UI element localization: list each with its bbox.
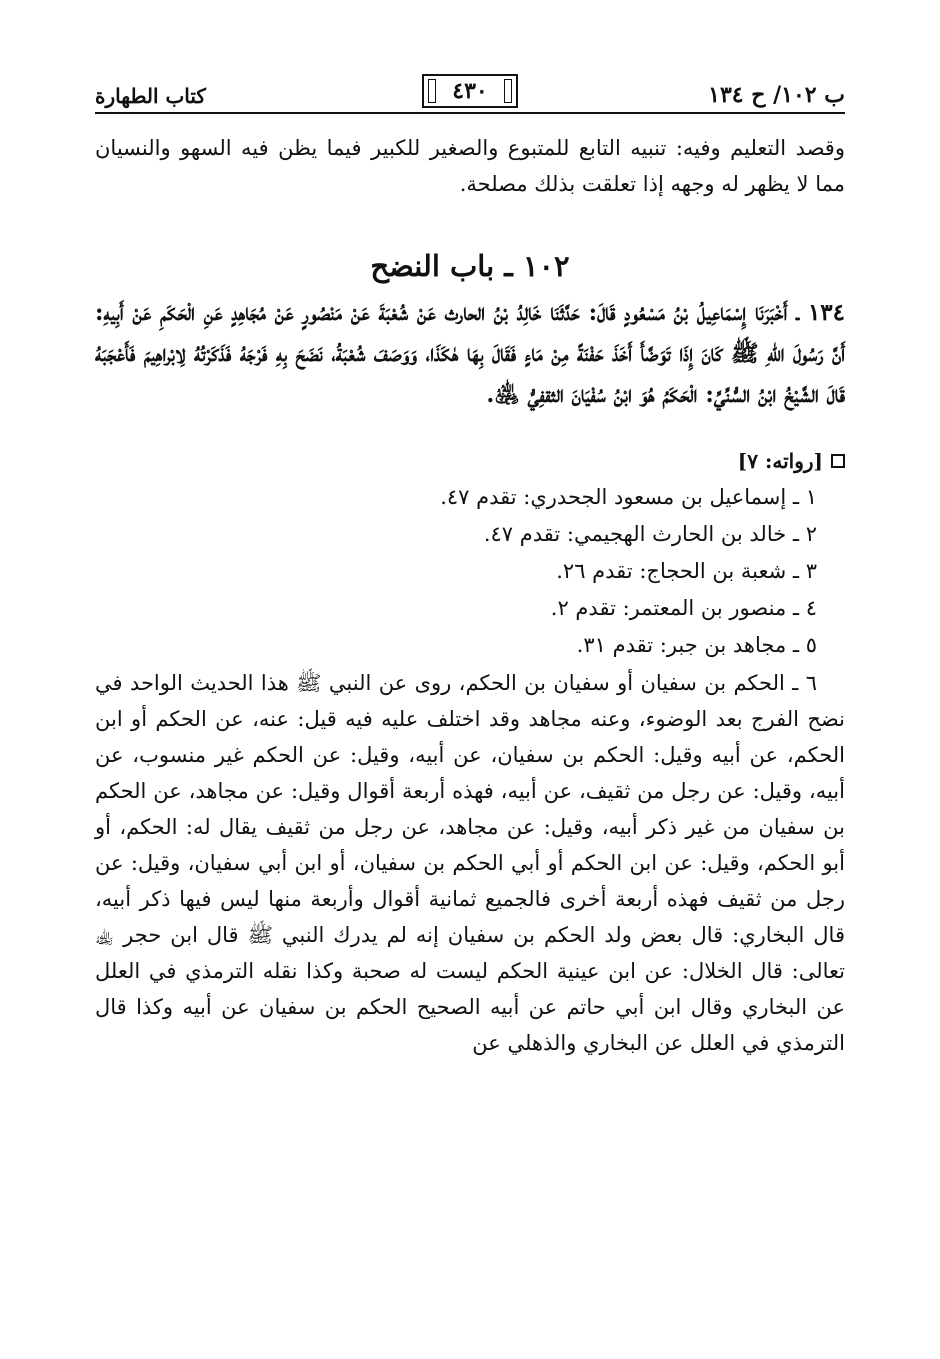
chapter-title: ١٠٢ ـ باب النضح — [370, 249, 570, 283]
page-header — [95, 60, 845, 114]
list-item: ٢ ـ خالد بن الحارث الهجيمي: تقدم ٤٧. — [483, 522, 817, 546]
list-item: ٥ ـ مجاهد بن جبر: تقدم ٣١. — [576, 633, 817, 657]
narrators-heading-label: [رواته: ٧] — [737, 449, 823, 473]
book-page — [95, 60, 845, 1082]
narrators-heading — [95, 449, 845, 473]
hadith-text: ١٣٤ ـ أَخْبَرَنَا إِسْمَاعِيلُ بْنُ مَسْعُودٍ قَالَ: حَدَّثَنَا خَالِدُ بْنُ الحارث عَنْ شُعْبَةَ عَنْ مَنْصُورٍ عَنْ مُجَاهِدٍ عَنِ الْحَكَمِ عَنْ أَبِيهِ: أَنَّ رَسُولَ اللهِ ﷺ كَانَ إِذَا تَوَضَّأَ أَخَذَ حَفْنَةً مِنْ مَاءٍ فَقَالَ بِهَا هٰكَذَا، وَوَصَفَ شُعْبَةُ، نَضَحَ بِهِ فَرْجَهُ فَذَكَرْتُهُ لِابْراهِيمَ فَأَعْجَبَهُ قَالَ الشَّيْخُ ابْنُ السُّنِّيِّ: الْحَكَمُ هُوَ ابْنُ سُفْيَانَ الثقفِيُّ ﵁. — [95, 299, 845, 408]
intro-paragraph: وقصد التعليم وفيه: تنبيه التابع للمتبوع والصغير للكبير فيما يظن فيه السهو والنسيان مما لا يظهر له وجهه إذا تعلقت بذلك مصلحة. — [95, 136, 845, 196]
list-item: ٣ ـ شعبة بن الحجاج: تقدم ٢٦. — [556, 559, 817, 583]
page-number: ٤٣٠ — [452, 78, 488, 104]
checkbox-square-icon — [831, 454, 845, 468]
list-item: ٤ ـ منصور بن المعتمر: تقدم ٢. — [550, 596, 817, 620]
book-title: كتاب الطهارة — [95, 84, 206, 108]
narrators-list — [95, 479, 845, 663]
narrator-biography — [95, 665, 845, 1061]
biography-text: ٦ ـ الحكم بن سفيان أو سفيان بن الحكم، روى عن النبي ﷺ هذا الحديث الواحد في نضح الفرج بعد الوضوء، وعنه مجاهد وقد اختلف عليه فيه قيل: عنه، عن الحكم أو ابن الحكم، عن أبيه وقيل: الحكم بن سفيان، عن أبيه، وقيل: عن الحكم غير منسوب، عن أبيه، وقيل: عن رجل من ثقيف، عن أبيه، فهذه أربعة أقوال وقيل: عن مجاهد، عن الحكم بن سفيان من غير ذكر أبيه، وقيل: عن مجاهد، عن رجل من ثقيف يقال له: الحكم، أو أبو الحكم، وقيل: عن ابن الحكم أو أبي الحكم بن سفيان، أو ابن أبي سفيان، وقيل: عن رجل من ثقيف فهذه أربعة أخرى فالجميع ثمانية أقوال وأربعة منها ليس فيها ذكر أبيه، قال البخاري: قال بعض ولد الحكم بن سفيان إنه لم يدرك النبي ﷺ قال ابن حجر ﵀ تعالى: قال الخلال: عن ابن عينية الحكم ليست له صحبة وكذا نقله الترمذي في العلل عن البخاري وقال ابن أبي حاتم عن أبيه الصحيح الحكم بن سفيان عن أبيه وكذا قال الترمذي في العلل عن البخاري والذهلي عن — [95, 671, 845, 1055]
chapter-reference: ب ١٠٢/ ح ١٣٤ — [708, 82, 845, 108]
page-number-frame — [422, 74, 518, 108]
list-item: ١ ـ إسماعيل بن مسعود الجحدري: تقدم ٤٧. — [440, 485, 817, 509]
